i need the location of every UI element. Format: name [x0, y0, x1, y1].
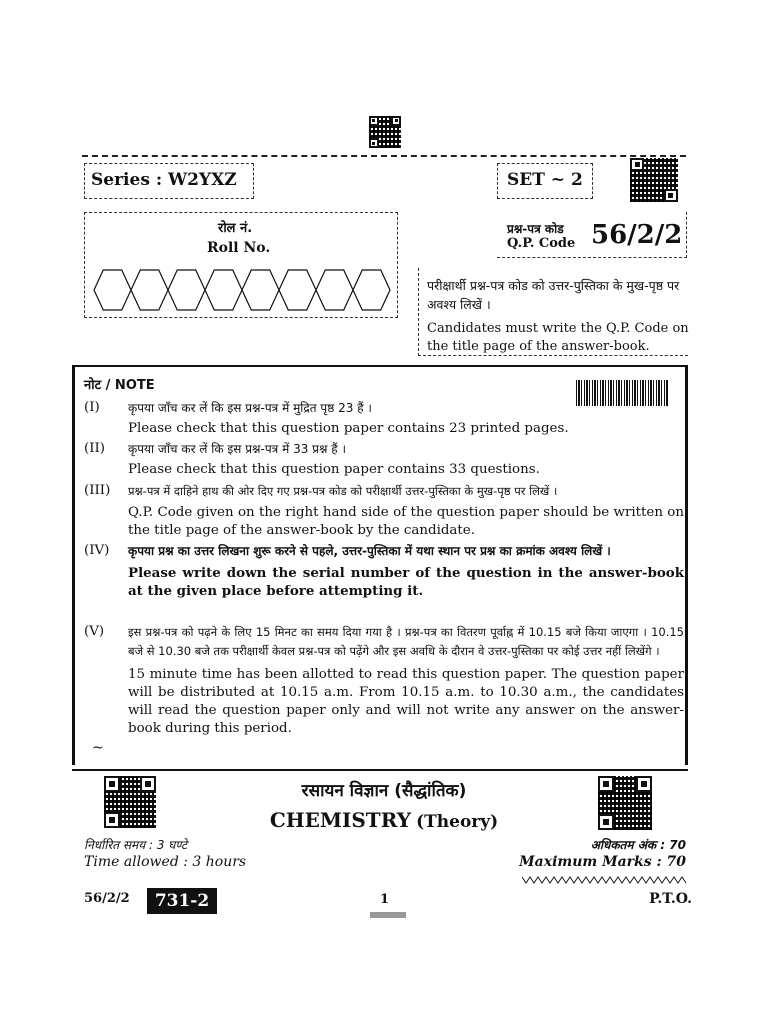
note-item-english: Please check that this question paper contains 23 printed pages.	[128, 421, 569, 436]
note-item-english: Please check that this question paper contains 33 questions.	[128, 462, 540, 477]
note-item-number: (V)	[84, 624, 105, 639]
note-item-number: (IV)	[84, 543, 110, 558]
time-allowed-english: Time allowed : 3 hours	[84, 854, 247, 870]
top-qr-code	[369, 116, 401, 148]
note-item-hindi: प्रश्न-पत्र में दाहिने हाथ की ओर दिए गए प्रश्न-पत्र कोड को परीक्षार्थी उत्तर-पुस्तिका के मुख-पृष्ठ पर लिखें ।	[128, 484, 558, 498]
subject-title-suffix: (Theory)	[416, 812, 499, 832]
note-item-1	[84, 399, 684, 438]
roll-label-hindi: रोल नं.	[218, 221, 253, 236]
candidate-instruction-english: Candidates must write the Q.P. Code on the title page of the answer-book.	[427, 321, 689, 354]
subject-title-main: CHEMISTRY	[269, 808, 411, 832]
subject-rule	[72, 769, 688, 771]
note-item-2	[84, 440, 684, 479]
note-item-number: (II)	[84, 441, 106, 456]
header-rule	[82, 155, 686, 157]
subject-title-hindi: रसायन विज्ञान (सैद्धांतिक)	[301, 781, 467, 801]
tilde-mark: ~	[92, 740, 104, 756]
note-item-hindi: कृपया जाँच कर लें कि इस प्रश्न-पत्र में मुद्रित पृष्ठ 23 हैं ।	[128, 401, 372, 415]
note-item-hindi: इस प्रश्न-पत्र को पढ़ने के लिए 15 मिनट का समय दिया गया है । प्रश्न-पत्र का वितरण पूर्वाह्न में 10.15 बजे किया जाएगा । 10.15 बजे से 10.30 बजे तक परीक्षार्थी केवल प्रश्न-पत्र को पढ़ेंगे और इस अवधि के दौरान वे उत्तर-पुस्तिका पर कोई उत्तर नहीं लिखेंगे ।	[128, 625, 684, 658]
note-item-hindi: कृपया जाँच कर लें कि इस प्रश्न-पत्र में 33 प्रश्न हैं ।	[128, 442, 347, 456]
note-heading: नोट / NOTE	[84, 378, 155, 393]
qp-code-value: 56/2/2	[591, 220, 683, 250]
max-marks-hindi: अधिकतम अंक : 70	[590, 838, 686, 852]
wavy-line	[522, 875, 688, 885]
page-number-underline	[370, 912, 406, 918]
subject-title-english	[0, 808, 768, 832]
footer-code: 56/2/2	[84, 891, 130, 906]
page-number: 1	[380, 892, 390, 907]
roll-label-english: Roll No.	[207, 240, 271, 256]
footer-box-code: 731-2	[147, 888, 217, 914]
note-item-number: (III)	[84, 483, 111, 498]
note-item-english: Please write down the serial number of the question in the answer-book at the given place before attempting it.	[128, 565, 684, 599]
roll-number-cell	[316, 270, 353, 310]
time-allowed-hindi: निर्धारित समय : 3 घण्टे	[84, 838, 188, 852]
note-item-english: 15 minute time has been allotted to read this question paper. The question paper will be distributed at 10.15 a.m. From 10.15 a.m. to 10.30 a.m., the candidates will read the question paper only and will not write any answer on the answer-book during this period.	[128, 667, 684, 736]
roll-number-cell	[168, 270, 205, 310]
roll-number-cell	[94, 270, 131, 310]
datamatrix-code	[630, 158, 678, 202]
roll-number-cell	[353, 270, 390, 310]
candidate-instruction-hindi: परीक्षार्थी प्रश्न-पत्र कोड को उत्तर-पुस्तिका के मुख-पृष्ठ पर अवश्य लिखें ।	[427, 278, 680, 312]
roll-number-cell	[242, 270, 279, 310]
series-label: Series : W2YXZ	[91, 170, 237, 190]
set-label: SET ~ 2	[507, 170, 583, 190]
roll-number-hex-cells	[92, 268, 392, 312]
qp-code-label-english: Q.P. Code	[507, 236, 576, 251]
roll-number-cell	[279, 270, 316, 310]
note-item-hindi: कृपया प्रश्न का उत्तर लिखना शुरू करने से पहले, उत्तर-पुस्तिका में यथा स्थान पर प्रश्न का क्रमांक अवश्य लिखें ।	[128, 544, 611, 558]
qp-code-label-hindi: प्रश्न-पत्र कोड	[507, 222, 564, 236]
roll-number-cell	[131, 270, 168, 310]
note-item-3	[84, 482, 684, 540]
roll-number-cell	[205, 270, 242, 310]
note-item-4	[84, 542, 684, 600]
note-item-english: Q.P. Code given on the right hand side of the question paper should be written on the title page of the answer-book by the candidate.	[128, 505, 684, 538]
max-marks-english: Maximum Marks : 70	[519, 854, 686, 870]
note-item-5	[84, 623, 684, 738]
pto-label: P.T.O.	[649, 891, 692, 907]
note-item-number: (I)	[84, 400, 100, 415]
